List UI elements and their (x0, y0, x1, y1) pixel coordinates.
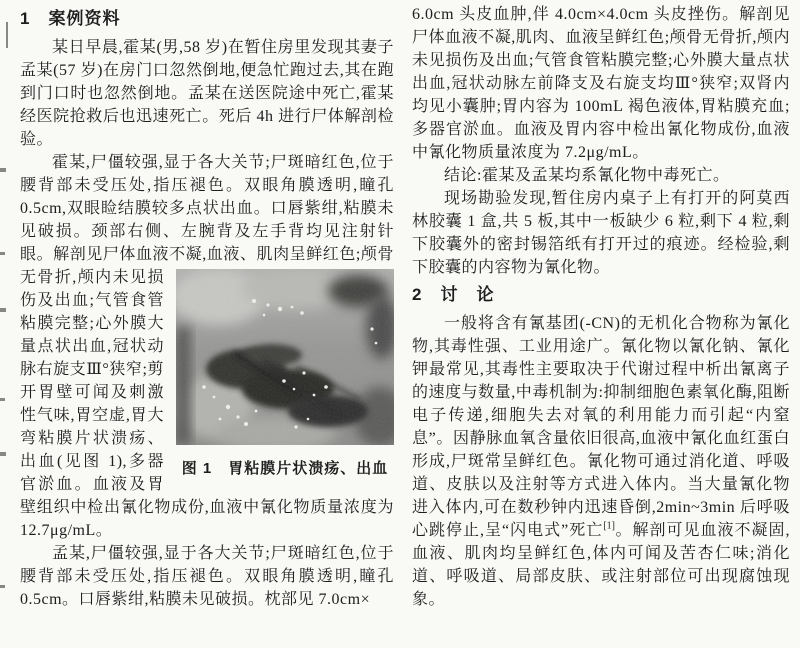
scene-investigation-text: 现场勘验发现,暂住房内桌子上有打开的阿莫西林胶囊 1 盒,共 5 板,其中一板缺少 6 粒,剩下 4 粒,剩下胶囊外的密封锡箔纸有打开过的痕迹。经检验,剩下胶囊的内容物为氰化物。 (412, 190, 790, 276)
figure1-autopsy-photo (176, 269, 394, 445)
meng-continued-text: 6.0cm 头皮血肿,伴 4.0cm×4.0cm 头皮挫伤。解剖见尸体血液不凝,肌肉、血液呈鲜红色;颅骨无骨折,颅内未见损伤及出血;气管食管粘膜完整;心外膜大量点状出血,冠状动脉左前降支及右旋支均Ⅲ°狭窄;双肾内均见小囊肿;胃内容为 100mL 褐色液体,胃粘膜充血;多器官淤血。血液及胃内容中检出氰化物成份,血液中氰化物质量浓度为 7.2μg/mL。 (412, 6, 790, 161)
paragraph-conclusion (412, 164, 790, 187)
meng-autopsy-text: 孟某,尸僵较强,显于各大关节;尸斑暗红色,位于腰背部未受压处,指压褪色。双眼角膜透明,瞳孔 0.5cm。口唇紫绀,粘膜未见破损。枕部见 7.0cm× (20, 545, 394, 608)
scan-artifact (0, 252, 5, 255)
discussion-text-before-ref: 一般将含有氰基团(-CN)的无机化合物称为氰化物,其毒性强、工业用途广。氰化物以氰化钠、氰化钾最常见,其毒性主要取决于代谢过程中析出氰离子的速度与数量,中毒机制为:抑制细胞色素氧化酶,阻断电子传递,细胞失去对氧的利用能力而引起“内窒息”。因静脉血氧含量依旧很高,血液中氰化血红蛋白形成,尸斑常呈鲜红色。氰化物可通过消化道、呼吸道、皮肤以及注射等方式进入体内。当大量氰化物进入体内,可在数秒钟内迅速昏倒,2min~3min 后呼吸心跳停止,呈“闪电式”死亡 (412, 315, 790, 539)
scan-artifact (0, 308, 6, 312)
left-column (20, 3, 394, 648)
paragraph-discussion (412, 312, 790, 611)
huo-autopsy-text-before-figure: 霍某,尸僵较强,显于各大关节;尸斑暗红色,位于腰背部未受压处,指压褪色。双眼角膜透明,瞳孔 0.5cm,双眼睑结膜较多点状出血。口唇紫绀,粘膜未见破损。颈部右侧、左腕背及左手背均见注射针眼。解剖见尸体血液不凝,血液、肌肉呈鲜红色;颅骨 (20, 154, 394, 263)
conclusion-text: 结论:霍某及孟某均系氰化物中毒死亡。 (444, 167, 730, 184)
paragraph-huo-autopsy (20, 151, 394, 542)
reference-marker-1: [1] (603, 520, 615, 532)
scan-artifact (0, 585, 5, 588)
paragraph-meng-continued (412, 3, 790, 164)
paragraph-scene-investigation (412, 187, 790, 279)
discussion-text-after-ref: 。解剖可见血液不凝固,血液、肌肉均呈鲜红色,体内可闻及苦杏仁味;消化道、呼吸道、局部皮肤、或注射部位可出现腐蚀现象。 (412, 522, 790, 608)
paragraph-case-intro (20, 36, 394, 151)
scan-artifact (0, 452, 6, 456)
right-column (412, 3, 790, 648)
figure1 (176, 269, 394, 479)
section-2-heading: 2 讨 论 (412, 285, 495, 304)
scan-artifact (0, 398, 5, 401)
section-1-heading: 1 案例资料 (20, 9, 121, 28)
scan-artifact (6, 22, 8, 48)
figure1-caption: 图 1 胃粘膜片状溃疡、出血 (181, 460, 389, 477)
case-intro-text: 某日早晨,霍某(男,58 岁)在暂住房里发现其妻子孟某(57 岁)在房门口忽然倒地,便急忙跑过去,其在跑到门口时也忽然倒地。孟某在送医院途中死亡,霍某经医院抢救后也迅速死亡。死后 4h 进行尸体解剖检验。 (20, 39, 394, 148)
paragraph-meng-autopsy (20, 542, 394, 611)
scan-artifact (0, 168, 6, 172)
huo-autopsy-text-after-figure: 无骨折,颅内未见损伤及出血;气管食管粘膜完整;心外膜大量点状出血,冠状动脉右旋支Ⅲ°狭窄;剪开胃壁可闻及刺激性气味,胃空虚,胃大弯粘膜片状溃疡、出血(见图 1),多器官淤血。血液及胃壁组织中检出氰化物成份,血液中氰化物质量浓度为 12.7μg/mL。 (20, 269, 394, 539)
